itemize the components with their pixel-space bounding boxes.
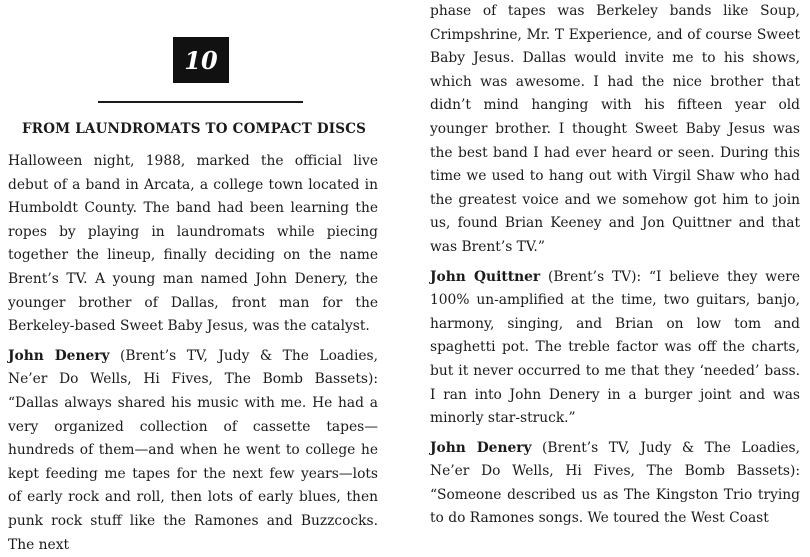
- speaker-name: John Denery: [430, 439, 532, 456]
- chapter-number-box: [173, 37, 229, 83]
- quote-text: (Brent’s TV, Judy & The Loadies, Ne’er Do Wells, Hi Fives, The Bomb Bassets): “Dallas always shared his music with me. He had a very organized collection of cassette tapes—hundreds of them—and when he went to college he kept feeding me tapes for the next few years—lots of early rock and roll, then lots of early blues, then punk rock stuff like the Ramones and Buzzcocks. The next: [8, 347, 378, 553]
- continuation-paragraph: phase of tapes was Berkeley bands like Soup, Crimpshrine, Mr. T Experience, and of course Sweet Baby Jesus. Dallas would invite me to his shows, which was awesome. I had the nice brother that didn’t mind hanging with his fifteen year old younger brother. I thought Sweet Baby Jesus was the best band I had ever heard or seen. During this time we used to hang out with Virgil Shaw who had the greatest voice and we somehow got him to join us, found Brian Keeney and Jon Quittner and that was Brent’s TV.”: [430, 3, 800, 255]
- quote-text: (Brent’s TV): “I believe they were 100% un-amplified at the time, two guitars, banjo, harmony, singing, and Brian on low tom and spaghetti pot. The treble factor was off the charts, but it never occurred to me that they ‘needed’ bass. I ran into John Denery in a burger joint and was minorly star-struck.”: [430, 268, 801, 427]
- quote-paragraph-denery-2: [430, 437, 800, 531]
- speaker-name: John Quittner: [430, 268, 541, 285]
- right-body-text: [430, 0, 800, 531]
- chapter-divider: [98, 101, 303, 103]
- left-body-text: [8, 150, 378, 557]
- chapter-number: 10: [184, 45, 218, 75]
- quote-paragraph-quittner: [430, 266, 800, 431]
- quote-text: (Brent’s TV, Judy & The Loadies, Ne’er Do Wells, Hi Fives, The Bomb Bassets): “Someone described us as The Kingston Trio trying to do Ramones songs. We toured the West Coast: [430, 439, 800, 527]
- quote-paragraph-denery-1: [8, 345, 378, 557]
- chapter-title: FROM LAUNDROMATS TO COMPACT DISCS: [22, 121, 367, 137]
- intro-paragraph: Halloween night, 1988, marked the official live debut of a band in Arcata, a college town located in Humboldt County. The band had been learning the ropes by playing in laundromats while piecing together the lineup, finally deciding on the name Brent’s TV. A young man named John Denery, the younger brother of Dallas, front man for the Berkeley-based Sweet Baby Jesus, was the catalyst.: [8, 153, 378, 335]
- speaker-name: John Denery: [8, 347, 110, 364]
